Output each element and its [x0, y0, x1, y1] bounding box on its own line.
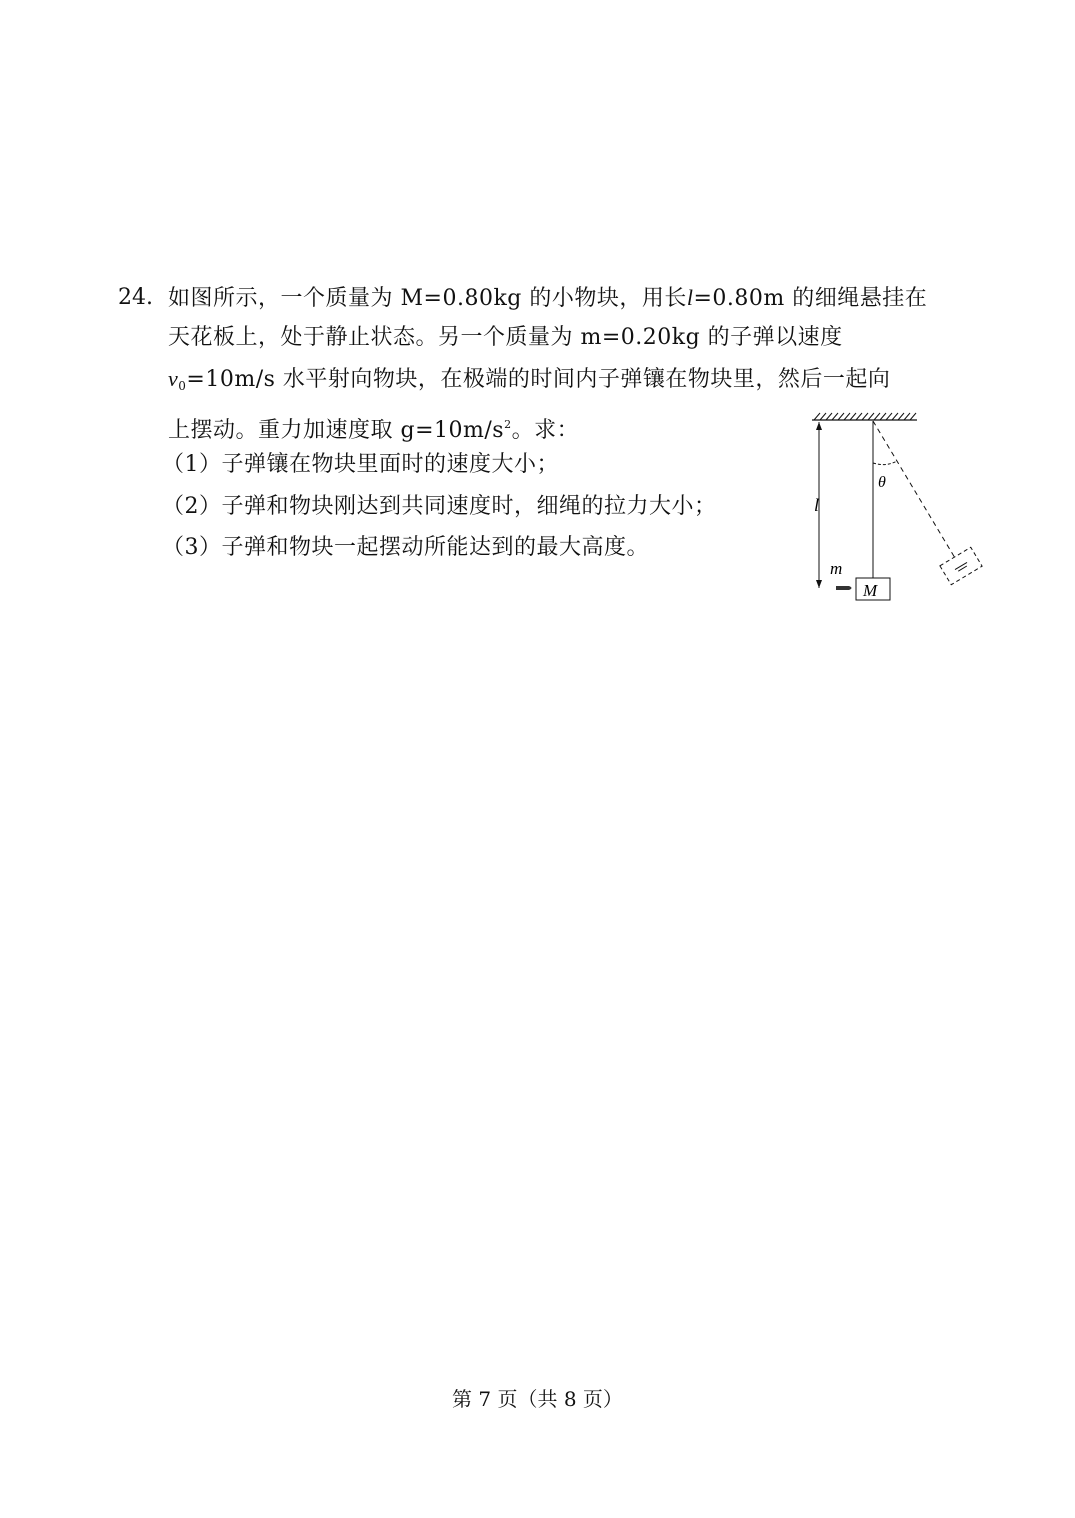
line1-text-b: =0.80m 的细绳悬挂在: [693, 286, 928, 311]
velocity-variable: v: [168, 366, 179, 391]
velocity-subscript: 0: [178, 379, 187, 393]
line4-text-a: 上摆动。重力加速度取 g=10m/s: [168, 418, 505, 443]
question-line-4: [168, 410, 579, 446]
page-footer: 第 7 页（共 8 页）: [452, 1387, 623, 1411]
angle-label: θ: [878, 474, 886, 491]
block-label: M: [863, 581, 878, 600]
sub-question-3: （3）子弹和物块一起摆动所能达到的最大高度。: [162, 535, 649, 560]
bullet: [836, 586, 852, 590]
bullet-label: m: [830, 559, 843, 578]
swung-block: [940, 547, 982, 584]
gravity-exponent: 2: [504, 418, 512, 431]
pendulum-diagram: [800, 400, 1000, 610]
question-number: 24.: [118, 285, 153, 310]
line3-text: =10m/s 水平射向物块，在极端的时间内子弹镶在物块里，然后一起向: [186, 367, 891, 392]
line4-text-b: 。求：: [511, 418, 580, 443]
question-line-1: [168, 283, 927, 314]
line1-text-a: 如图所示，一个质量为 M=0.80kg 的小物块，用长: [168, 286, 687, 311]
length-label: l: [814, 495, 820, 515]
angle-arc: [873, 461, 897, 465]
sub-question-1: （1）子弹镶在物块里面时的速度大小；: [162, 452, 559, 477]
ceiling: [812, 413, 917, 420]
length-variable: l: [686, 285, 694, 310]
question-line-2: 天花板上，处于静止状态。另一个质量为 m=0.20kg 的子弹以速度: [168, 325, 843, 350]
question-line-3: [168, 364, 890, 401]
sub-question-2: （2）子弹和物块刚达到共同速度时，细绳的拉力大小；: [162, 494, 717, 519]
